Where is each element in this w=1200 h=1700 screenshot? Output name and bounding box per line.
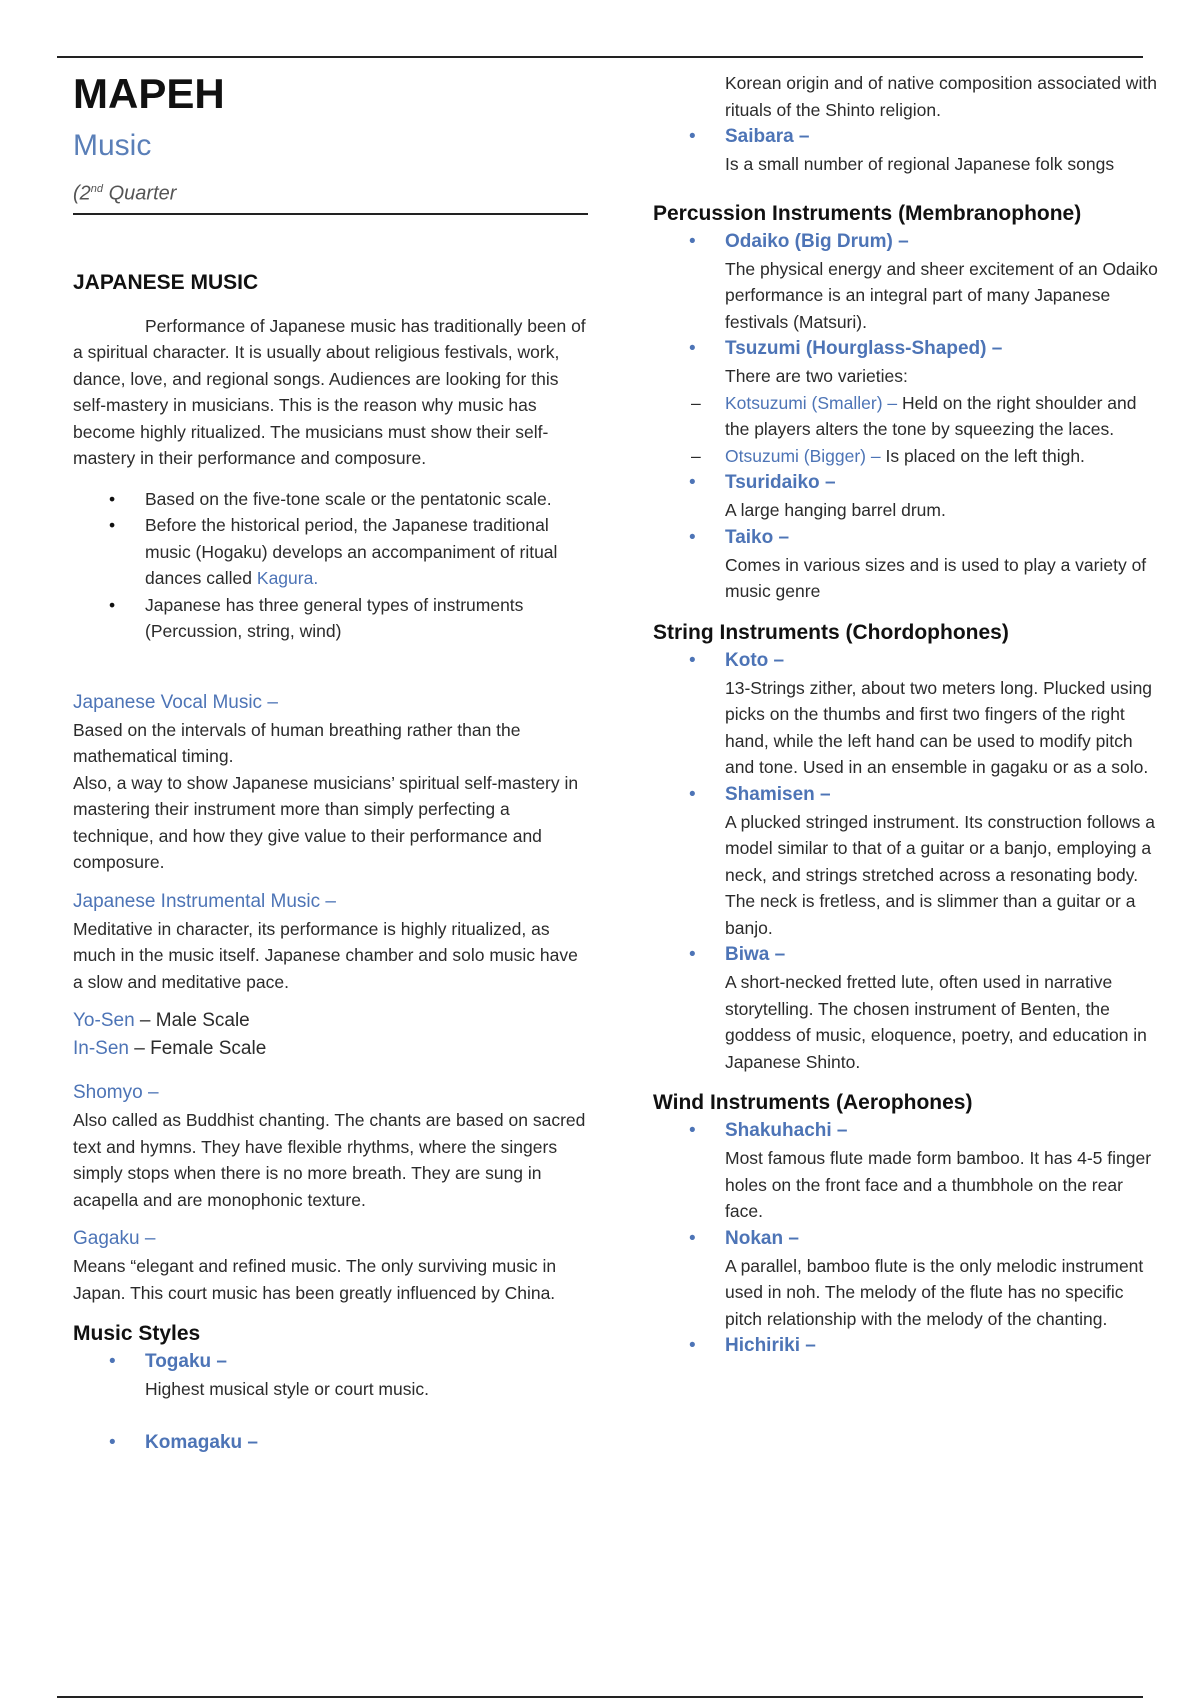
list-item: Korean origin and of native composition associated with rituals of the Shinto religion. (725, 73, 1157, 120)
wind-list (653, 1117, 1163, 1360)
bottom-rule (57, 1696, 1143, 1698)
left-column (73, 70, 588, 1457)
list-item: • Taiko – Comes in various sizes and is used to play a variety of music genre (689, 526, 1147, 601)
list-item: • Togaku – Highest musical style or court music. (109, 1351, 429, 1400)
list-item: • Odaiko (Big Drum) – The physical energy and sheer excitement of an Odaiko performance is an integral part of many Japanese festivals (Matsuri). (689, 230, 1158, 332)
right-column (653, 70, 1163, 1360)
list-item: • Shakuhachi – Most famous flute made form bamboo. It has 4-5 finger holes on the front face and a thumbhole on the rear face. (689, 1120, 1152, 1221)
quarter-label: (2nd Quarter (73, 176, 588, 215)
shomyo-term: Shomyo – (73, 1082, 159, 1104)
list-item: • Biwa – A short-necked fretted lute, often used in narrative storytelling. The chosen instrument of Benten, the goddess of music, eloquence, poetry, and education in Japanese Shinto. (689, 944, 1147, 1072)
shomyo-text: Also called as Buddhist chanting. The chants are based on sacred text and hymns. They have flexible rhythms, where the singers simply stops when there is no more breath. They are sung in acapella and are monophonic texture. (73, 1110, 586, 1210)
list-item: • Hichiriki – (689, 1335, 816, 1356)
list-item: – Kotsuzumi (Smaller) – Held on the right shoulder and the players alters the tone by squeezing the laces. (691, 392, 1137, 439)
gagaku-term: Gagaku – (73, 1228, 156, 1250)
percussion-list (653, 228, 1163, 605)
list-item: – Otsuzumi (Bigger) – Is placed on the left thigh. (691, 445, 1085, 466)
list-item: • Before the historical period, the Japanese traditional music (Hogaku) develops an accompaniment of ritual dances called Kagura. (109, 515, 558, 589)
page-title: MAPEH (73, 70, 225, 117)
top-rule (57, 56, 1143, 58)
wind-heading: Wind Instruments (Aerophones) (653, 1091, 973, 1114)
page-subtitle: Music (73, 129, 152, 162)
yosen-line: Yo-Sen – Male Scale (73, 1010, 250, 1032)
percussion-heading: Percussion Instruments (Membranophone) (653, 201, 1082, 225)
list-item: • Koto – 13-Strings zither, about two meters long. Plucked using picks on the thumbs and first two fingers of the right hand, while the left hand can be used to modify pitch and tone. Used in an ensemble in gagaku or as a solo. (689, 649, 1153, 777)
music-styles-heading: Music Styles (73, 1322, 201, 1346)
instrumental-music-term: Japanese Instrumental Music – (73, 890, 336, 912)
list-item: • Shamisen – A plucked stringed instrument. Its construction follows a model similar to that of a guitar or a banjo, employing a neck, and strings stretched across a resonating body. The neck is fretless, and is slimmer than a guitar or a banjo. (689, 783, 1155, 938)
insen-line: In-Sen – Female Scale (73, 1038, 267, 1060)
list-item: • Saibara – Is a small number of regional Japanese folk songs (689, 126, 1115, 174)
list-item: • Japanese has three general types of instruments (Percussion, string, wind) (109, 594, 524, 642)
intro-paragraph: Performance of Japanese music has traditionally been of a spiritual character. It is usually about religious festivals, work, dance, love, and regional songs. Audiences are looking for this self-mastery in musicians. This is the reason why music has become highly ritualized. The musicians must show their self-mastery in their performance and composure. (73, 315, 586, 469)
list-item: • Nokan – A parallel, bamboo flute is the only melodic instrument used in noh. The melody of the flute has no specific pitch relationship with the melody of the chanting. (689, 1227, 1144, 1329)
music-styles-list-cont (653, 70, 1163, 178)
vocal-music-text: Based on the intervals of human breathing rather than the mathematical timing. (73, 719, 521, 767)
music-styles-list (73, 1348, 588, 1457)
string-list (653, 647, 1163, 1076)
list-item: • Tsuzumi (Hourglass-Shaped) – There are two varieties: – Kotsuzumi (Smaller) – Held on the right shoulder and the players alters the tone by squeezing the laces. – Otsuzumi (Bigger) – Is placed on the left thigh. (653, 335, 1163, 469)
instrumental-music-text: Meditative in character, its performance is highly ritualized, as much in the music itself. Japanese chamber and solo music have a slow and meditative pace. (73, 918, 578, 992)
gagaku-text: Means “elegant and refined music. The only surviving music in Japan. This court music has been greatly influenced by China. (73, 1256, 557, 1303)
intro-bullets (73, 486, 588, 645)
list-item: • Tsuridaiko – A large hanging barrel drum. (689, 472, 946, 520)
vocal-music-term: Japanese Vocal Music – (73, 691, 278, 713)
section-title: JAPANESE MUSIC (73, 270, 259, 294)
vocal-music-text-2: Also, a way to show Japanese musicians’ spiritual self-mastery in mastering their instrument more than simply perfecting a technique, and how they give value to their performance and composure. (73, 772, 579, 873)
string-heading: String Instruments (Chordophones) (653, 620, 1009, 644)
list-item: • Based on the five-tone scale or the pentatonic scale. (109, 488, 552, 509)
list-item: • Komagaku – (109, 1431, 258, 1453)
